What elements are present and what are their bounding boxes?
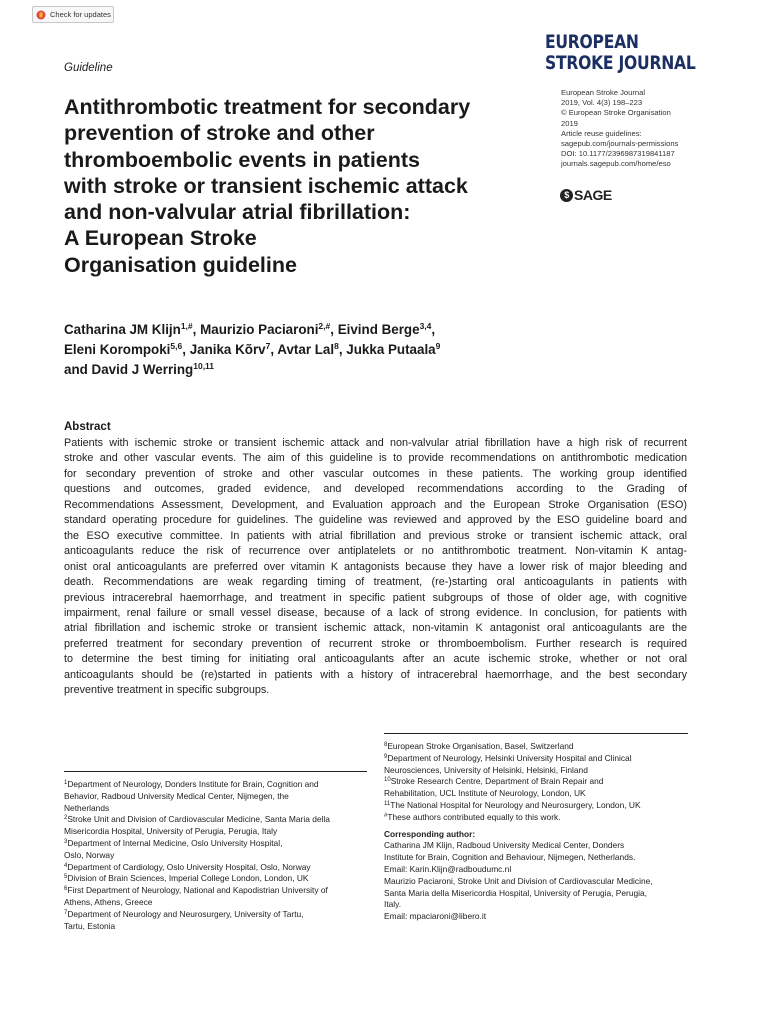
copyright-year: 2019	[561, 118, 578, 128]
abstract-line: preferred treatment for secondary prevention of recurrent stroke or thromboembolism. Further research is required	[64, 637, 687, 650]
journal-name: European Stroke Journal	[561, 88, 646, 97]
affiliation-line: $^{10}$Stroke Research Centre, Department of Brain Repair and	[384, 776, 604, 787]
author-name: Jukka Putaala	[346, 342, 436, 357]
doi[interactable]: DOI: 10.1177/2396987319841187	[561, 149, 675, 159]
author-line: Catharina JM Klijn$^{1,\#}$, Maurizio Paciaroni$^{2,\#}$, Eivind Berge$^{3,4}$,	[64, 321, 436, 337]
journal-citation: 2019, Vol. 4(3) 198–223	[561, 98, 643, 108]
author-affiliation: 2,#	[318, 321, 331, 331]
journal-logo-line2: STROKE JOURNAL	[545, 52, 696, 74]
author-line: and David J Werring$^{10,11}$	[64, 361, 215, 377]
affiliation-line: Oslo, Norway	[64, 849, 115, 860]
sage-wordmark: SAGE	[574, 187, 612, 203]
article-title	[64, 94, 544, 278]
title-line: thromboembolic events in patients	[64, 147, 420, 172]
affiliation-line: $^2$Stroke Unit and Division of Cardiovascular Medicine, Santa Maria della	[64, 814, 330, 825]
corresponding-author-heading: Corresponding author:	[384, 828, 476, 839]
author-affiliation: 7	[265, 341, 271, 351]
author-name: Eleni Korompoki	[64, 342, 171, 357]
author-name: Catharina JM Klijn	[64, 322, 181, 337]
reuse-label: Article reuse guidelines:	[561, 128, 642, 138]
journal-info	[561, 88, 751, 170]
reuse-link[interactable]: sagepub.com/journals-permissions	[561, 139, 679, 149]
abstract-line: the ESO executive committee. In patients with atrial fibrillation and previous stroke or transient ischemic attack, oral	[64, 529, 687, 542]
author-name: Maurizio Paciaroni	[200, 322, 319, 337]
corresponding-email[interactable]: Email: Karin.Klijn@radboudumc.nl	[384, 863, 512, 874]
title-line: and non-valvular atrial fibrillation:	[64, 200, 411, 225]
title-line: A European Stroke	[64, 226, 257, 251]
abstract-line: previous intracerebral haemorrhage, and treatment in specific patient subgroups of those of older age, with cognitive	[64, 591, 687, 604]
affiliation-line: Misericordia Hospital, University of Perugia, Perugia, Italy	[64, 826, 278, 837]
footnote-divider	[384, 733, 688, 734]
title-line: Organisation guideline	[64, 252, 297, 277]
author-affiliation: 5,6	[170, 341, 183, 351]
author-affiliation: 10,11	[193, 361, 215, 371]
affiliation-line: Athens, Athens, Greece	[64, 896, 153, 907]
abstract-line: death. Recommendations are weak regarding timing of treatment, (re-)starting oral anticoagulants in patients with	[64, 576, 687, 589]
abstract-heading: Abstract	[64, 421, 111, 433]
title-line: Antithrombotic treatment for secondary	[64, 95, 471, 119]
journal-logo-line1: EUROPEAN	[545, 31, 639, 53]
affiliation-line: $^3$Department of Internal Medicine, Oslo University Hospital,	[64, 837, 283, 848]
abstract-line: to determine the best timing for initiating oral anticoagulants after an acute ischemic stroke, whether or not oral	[64, 653, 687, 666]
affiliation-line: Tartu, Estonia	[64, 920, 116, 931]
author-name: Avtar Lal	[277, 342, 335, 357]
affiliation-line: Behavior, Radboud University Medical Center, Nijmegen, the	[64, 790, 289, 801]
affiliation-line: $^7$Department of Neurology and Neurosurgery, University of Tartu,	[64, 908, 304, 919]
corresponding-line: Italy.	[384, 899, 402, 910]
author-affiliation: 9	[435, 341, 441, 351]
abstract-line: preventive treatment in specific subgroups.	[64, 684, 270, 697]
abstract-line: standard operating procedure for guidelines. The guideline was reviewed and approved by the ESO guideline board and	[64, 514, 687, 527]
affiliation-line: Neurosciences, University of Helsinki, Helsinki, Finland	[384, 764, 588, 775]
abstract-line: Patients with ischemic stroke or transient ischemic attack and non-valvular atrial fibrillation have a high risk of recurrent	[64, 437, 687, 449]
author-affiliation: 3,4	[419, 321, 432, 331]
affiliations-left	[64, 779, 369, 932]
affiliation-line: $^4$Department of Cardiology, Oslo University Hospital, Oslo, Norway	[64, 861, 311, 872]
affiliation-line: $^5$Division of Brain Sciences, Imperial College London, London, UK	[64, 873, 309, 884]
abstract-line: atrial fibrillation and ischemic stroke or transient ischemic attack, non-vitamin K antagonist oral anticoagulants are the	[64, 622, 687, 635]
check-for-updates-icon	[36, 10, 46, 20]
abstract-body	[64, 436, 687, 699]
abstract-line: impairment, renal failure or small vessel disease, because of a lack of strong evidence. In conclusion, for patients with	[64, 606, 687, 619]
abstract-line: Recommendations Assessment, Development, and Evaluation approach and the European Stroke Organisation (ESO)	[64, 498, 687, 511]
abstract-line: anticoagulants reduce the risk of recurrence over antiplatelets or no antithrombotic treatment. Non-vitamin K antag-	[64, 545, 687, 558]
affiliation-line: $^1$Department of Neurology, Donders Institute for Brain, Cognition and	[64, 779, 319, 789]
affiliation-line: $^6$First Department of Neurology, National and Kapodistrian University of	[64, 885, 328, 896]
affiliation-line: Netherlands	[64, 802, 110, 813]
author-affiliation: 1,#	[180, 321, 193, 331]
corresponding-line: Catharina JM Klijn, Radboud University Medical Center, Donders	[384, 840, 625, 851]
abstract-line: for secondary prevention of stroke and other vascular outcomes in these patients. The working group identified	[64, 467, 687, 480]
corresponding-email[interactable]: Email: mpaciaroni@libero.it	[384, 911, 487, 922]
author-affiliation: 8	[334, 341, 339, 351]
author-name: Janika Kõrv	[189, 342, 266, 357]
author-name: David J Werring	[91, 362, 194, 377]
affiliation-line: #These authors contributed equally to this work.	[384, 811, 561, 822]
corresponding-line: Institute for Brain, Cognition and Behaviour, Nijmegen, Netherlands.	[384, 852, 636, 863]
affiliation-line: Rehabilitation, UCL Institute of Neurology, London, UK	[384, 788, 586, 799]
corresponding-line: Santa Maria della Misericordia Hospital, University of Perugia, Perugia,	[384, 887, 647, 898]
journal-logo[interactable]	[545, 31, 696, 74]
sage-logo-icon: $	[560, 189, 573, 202]
footnote-divider	[64, 771, 367, 772]
check-for-updates-button[interactable]	[32, 6, 114, 23]
author-name: Eivind Berge	[337, 322, 420, 337]
abstract-line: questions and outcomes, graded evidence, and developed recommendations according to the Grading of	[64, 483, 687, 496]
affiliation-line: $^{11}$The National Hospital for Neurology and Neurosurgery, London, UK	[384, 799, 641, 810]
affiliations-right	[384, 741, 704, 923]
abstract-line: stroke and other vascular events. The aim of this guideline is to provide recommendations on antithrombotic medication	[64, 452, 687, 465]
author-list	[64, 320, 534, 380]
copyright: © European Stroke Organisation	[561, 108, 671, 118]
check-for-updates-label: Check for updates	[50, 10, 111, 19]
abstract-line: onist oral anticoagulants are preferred over vitamin K antagonists because they have a lower risk of major bleeding and	[64, 560, 687, 573]
title-line: prevention of stroke and other	[64, 121, 375, 146]
affiliation-line: $^9$Department of Neurology, Helsinki University Hospital and Clinical	[384, 752, 632, 763]
abstract-line: anticoagulants should be (re)started in patients with a history of intracerebral haemorrhage, and the best secondary	[64, 668, 687, 681]
article-type: Guideline	[64, 62, 113, 74]
corresponding-line: Maurizio Paciaroni, Stroke Unit and Division of Cardiovascular Medicine,	[384, 875, 653, 886]
sage-logo[interactable]	[560, 187, 612, 203]
affiliation-line: $^8$European Stroke Organisation, Basel, Switzerland	[384, 741, 574, 751]
title-line: with stroke or transient ischemic attack	[64, 173, 468, 198]
journal-link[interactable]: journals.sagepub.com/home/eso	[561, 159, 671, 169]
author-line: Eleni Korompoki$^{5,6}$, Janika Kõrv$^7$, Avtar Lal$^8$, Jukka Putaala$^9$	[64, 341, 441, 357]
